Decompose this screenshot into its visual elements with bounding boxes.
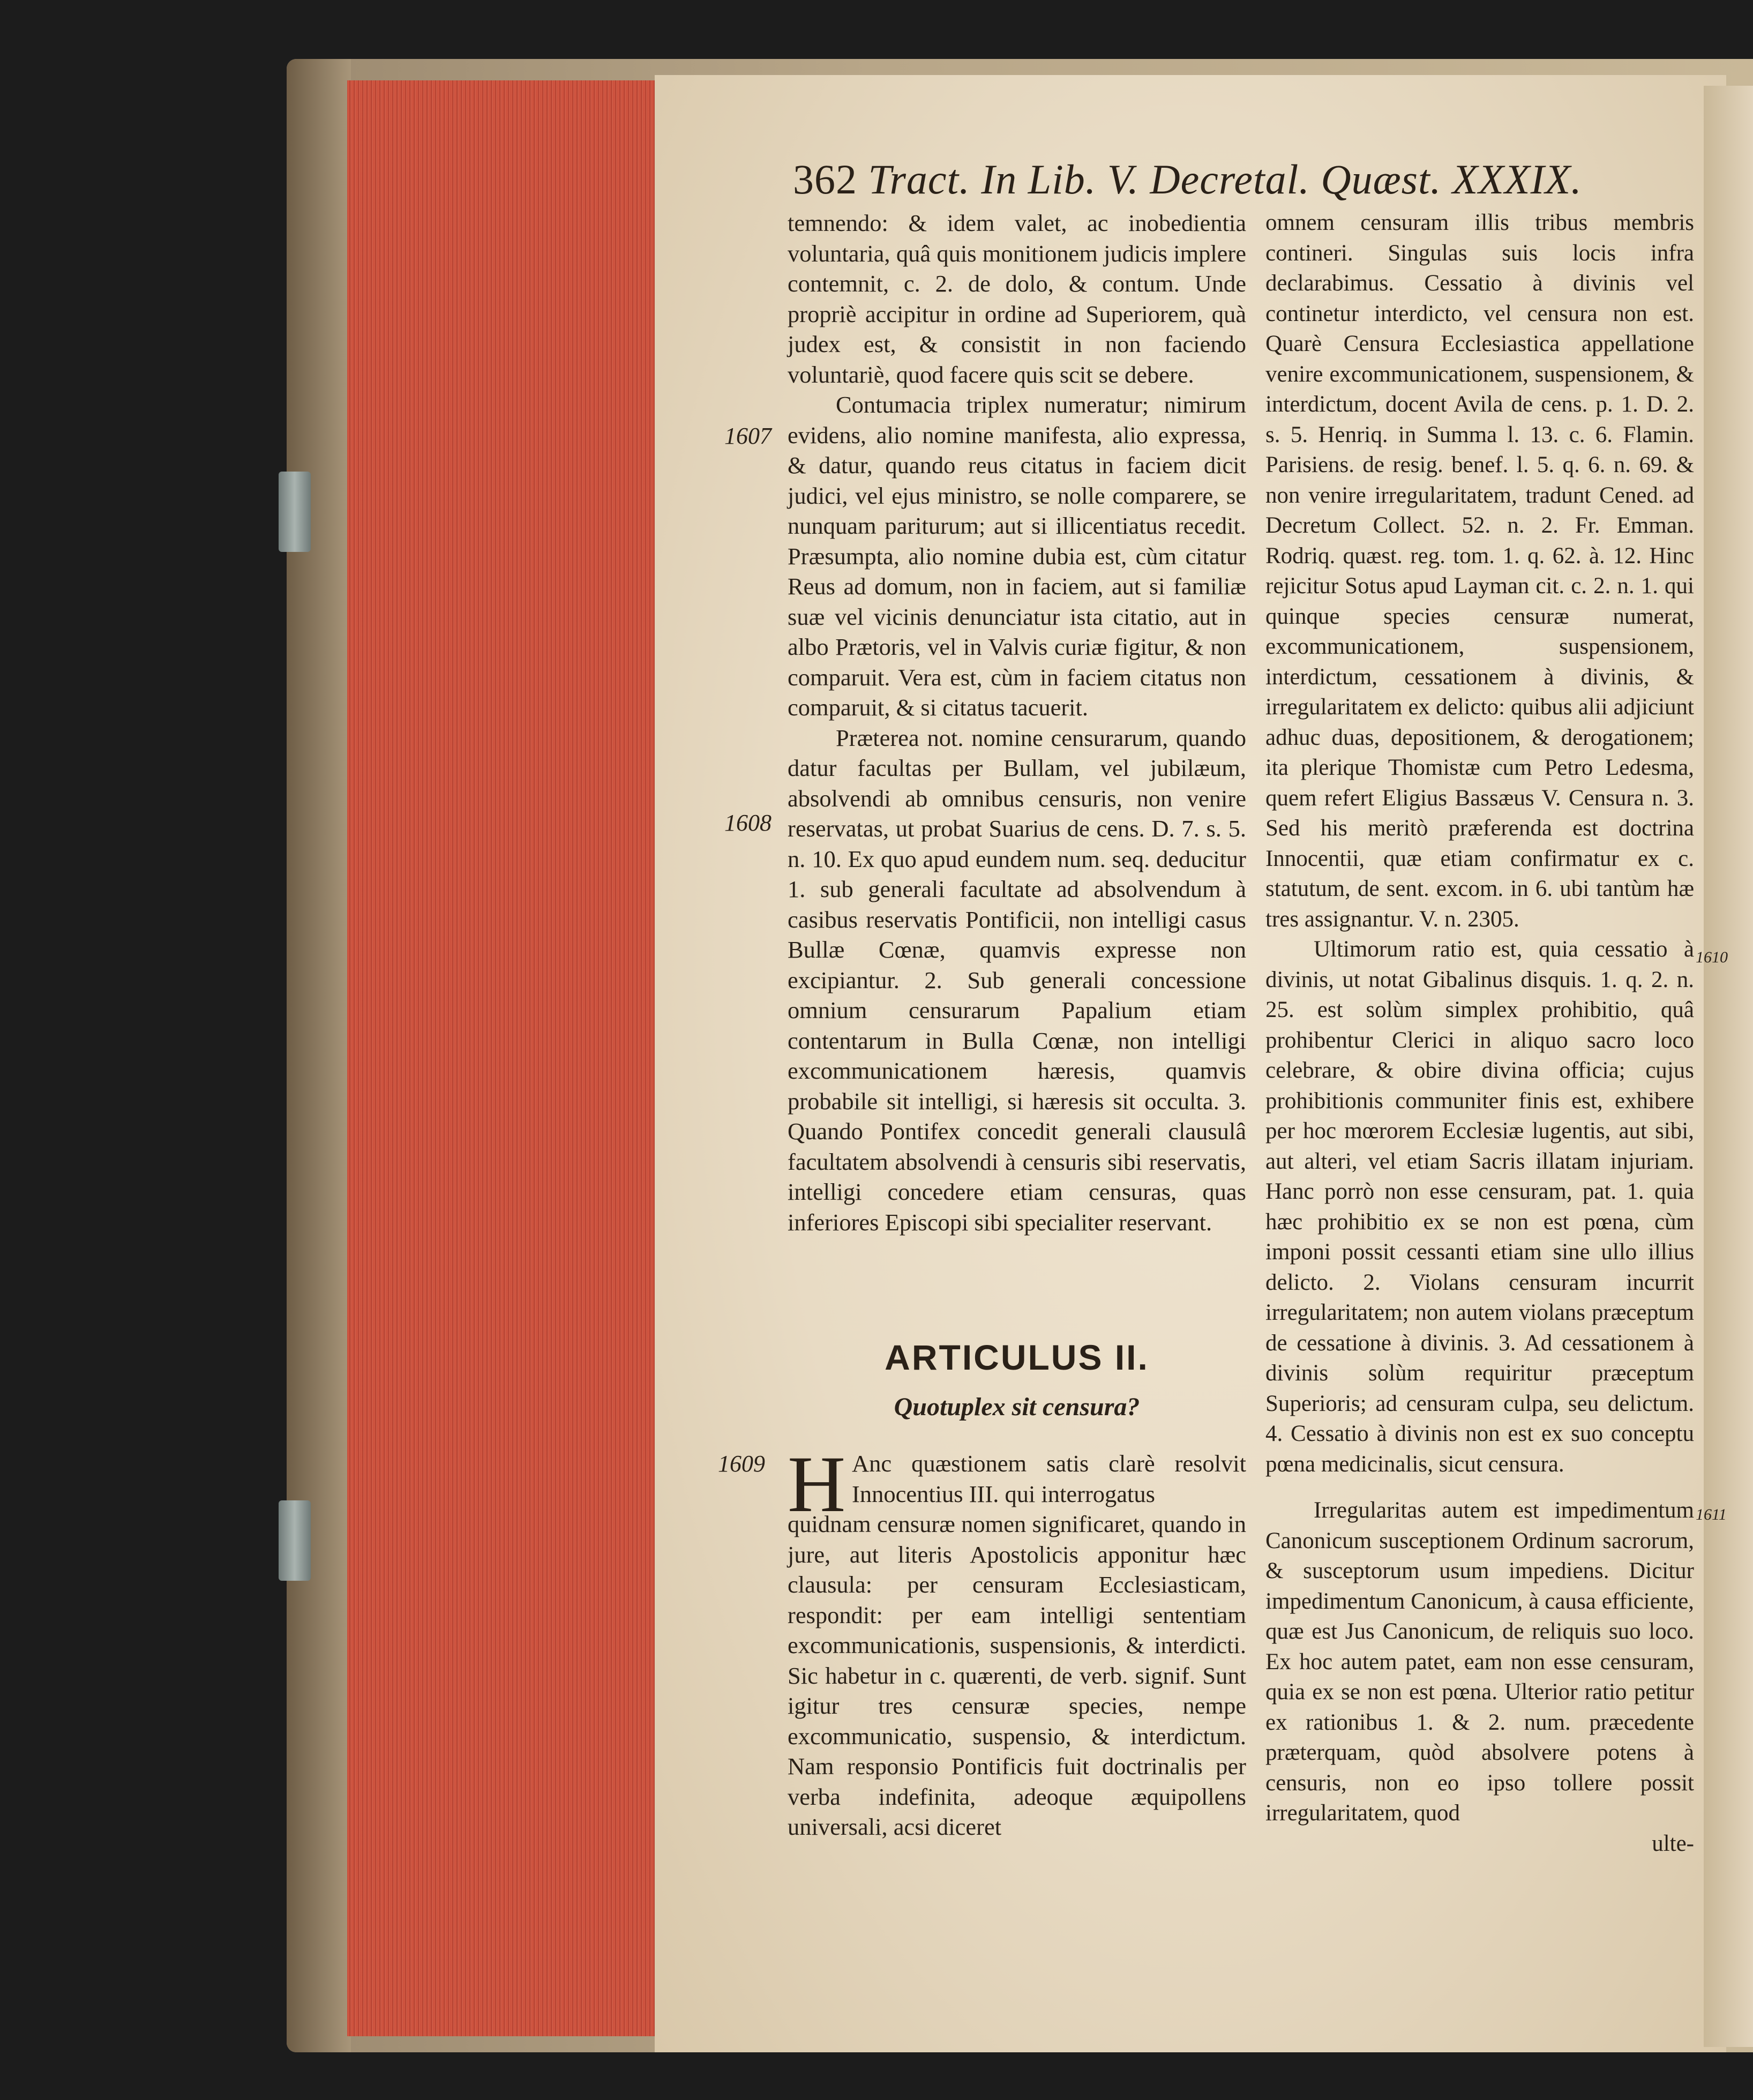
article-heading: ARTICULUS II.: [885, 1337, 1149, 1377]
margin-number-1610: 1610: [1696, 948, 1728, 966]
paragraph: omnem censuram illis tribus membris contineri. Singulas suis locis infra declarabimus. Cessatio à divinis vel continetur interdicto, vel censura non est. Quarè Censura Ecclesiastica appellatione venire excommunicationem, suspensionem, & interdictum, docent Avila de cens. p. 1. D. 2. s. 5. Henriq. in Summa l. 13. c. 6. Flamin. Parisiens. de resig. benef. l. 5. q. 6. n. 69. & non venire irregularitatem, tradunt Cened. ad Decretum Collect. 52. n. 2. Fr. Emman. Rodriq. quæst. reg. tom. 1. q. 62. à. 12. Hinc rejicitur Sotus apud Layman cit. c. 2. n. 1. qui quinque species censuræ numerat, excommunicationem, suspensionem, interdictum, cessationem à divinis, & irregularitatem ex delicto: quibus alii adjiciunt adhuc duas, depositionem, & derogationem; ita plerique Thomistæ cum Petro Ledesma, quem refert Eligius Bassæus V. Censura n. 3. Sed his meritò præferenda est doctrina Innocentii, quæ etiam confirmatur ex c. statutum, de sent. excom. in 6. ubi tantùm hæ tres assignantur. V. n. 2305.: [1265, 210, 1694, 932]
drop-capital: H: [788, 1440, 846, 1529]
margin-number-1608: 1608: [724, 810, 771, 836]
right-column: [1265, 208, 1694, 1859]
margin-number-1607: 1607: [724, 423, 771, 449]
book-cover-edge: [287, 59, 351, 2052]
article-body: [788, 1509, 1246, 1842]
paragraph-1611: Irregularitas autem est impedimentum Canonicum susceptionem Ordinum sacrorum, & susceptorum usum impediens. Dicitur impedimentum Canonicum, à causa efficiente, quæ est Jus Canonicum, de reliquis suo loco. Ex hoc autem patet, eam non esse censuram, quia ex se non est pœna. Ulterior ratio petitur ex rationibus 1. & 2. num. præcedente præterquam, quòd absolvere potens à censuris, non eo ipso tollere possit irregularitatem, quod: [1265, 1498, 1694, 1826]
paragraph-1608: Præterea not. nomine censurarum, quando datur facultas per Bullam, vel jubilæum, absolvendi ab omnibus censuris, non venire reservatas, ut probat Suarius de cens. D. 7. s. 5. n. 10. Ex quo apud eundem num. seq. deducitur 1. sub generali facultate ad absolvendum à casibus reservatis Pontificii, non intelligi casus Bullæ Cœnæ, quamvis expresse non excipiantur. 2. Sub generali concessione omnium censurarum Papalium etiam contentarum in Bulla Cœnæ, non intelligi excommunicationem hæresis, quamvis probabile sit intelligi, si hæresis sit occulta. 3. Quando Pontifex concedit generali clausulâ facultatem absolvendi à censuris sibi reservatis, intelligi concedere etiam censuras, quas inferiores Episcopi sibi specialiter reservant.: [788, 724, 1246, 1236]
paragraph: temnendo: & idem valet, ac inobedientia voluntaria, quâ quis monitionem judicis implere contemnit, c. 2. de dolo, & contum. Unde propriè accipitur in ordine ad Superiorem, quà judex est, & consistit in non faciendo voluntariè, quod facere quis scit se debere.: [788, 210, 1246, 388]
running-header: [793, 155, 1650, 204]
article-first-lines: [852, 1448, 1246, 1509]
page-number: 362: [793, 156, 857, 203]
left-column: [788, 208, 1246, 1237]
paragraph-1609-start: Anc quæstionem satis clarè resolvit Innocentius III. qui interrogatus: [852, 1450, 1246, 1507]
paragraph-1607: Contumacia triplex numeratur; nimirum evidens, alio nomine manifesta, alio expressa, & datur, quando reus citatus in faciem dicit judici, vel ejus ministro, se nolle comparere, se nunquam pariturum; aut si illicentiatus recedit. Præsumpta, alio nomine dubia est, cùm citatur Reus ad domum, non in faciem, aut si familiæ suæ vel vicinis denunciatur ista citatio, aut in albo Prætoris, vel in Valvis curiæ figitur, & non comparuit. Vera est, cùm in faciem citatus non comparuit, & si citatus tacuerit.: [788, 391, 1246, 721]
catchword: ulte-: [1652, 1830, 1694, 1856]
red-page-edges: [347, 80, 655, 2036]
margin-number-1611: 1611: [1696, 1506, 1727, 1523]
paragraph-1610: Ultimorum ratio est, quia cessatio à divinis, ut notat Gibalinus disquis. 1. q. 2. n. 25. est solùm simplex prohibitio, quâ prohibentur Clerici in aliquo sacro loco celebrare, & obire divina officia; cujus prohibitionis communiter finis est, exhibere per hoc mœrorem Ecclesiæ lugentis, aut sibi, aut alteri, vel etiam Sacris illatam injuriam. Hanc porrò non esse censuram, pat. 1. quia hæc prohibitio ex se non est pœna, cùm imponi possit cessanti etiam sine ullo illius delicto. 2. Violans censuram incurrit irregularitatem; non autem violans præceptum de cessatione à divinis. 3. Ad cessationem à divinis solùm requiritur præceptum Superioris; ad censuram culpa, seu delictum. 4. Cessatio à divinis non est ex suo conceptu pœna medicinalis, sicut censura.: [1265, 937, 1694, 1477]
metal-clasp-bottom: [279, 1500, 311, 1581]
metal-clasp-top: [279, 472, 311, 552]
header-title: Tract. In Lib. V. Decretal. Quæst. XXXIX.: [868, 156, 1582, 203]
paragraph-1609-rest: quidnam censuræ nomen significaret, quando in jure, aut literis Apostolicis apponitur hæc clausula: per censuram Ecclesiasticam, respondit: per eam intelligi sententiam excommunicationis, suspensionis, & interdicti. Sic habetur in c. quærenti, de verb. signif. Sunt igitur tres censuræ species, nempe excommunicatio, suspensio, & interdictum. Nam responsio Pontificis fuit doctrinalis per verba indefinita, adeoque æquipollens universali, acsi diceret: [788, 1511, 1246, 1840]
article-subtitle: Quotuplex sit censura?: [894, 1393, 1140, 1421]
margin-number-1609: 1609: [718, 1451, 765, 1477]
next-page-edge: [1704, 86, 1753, 2047]
